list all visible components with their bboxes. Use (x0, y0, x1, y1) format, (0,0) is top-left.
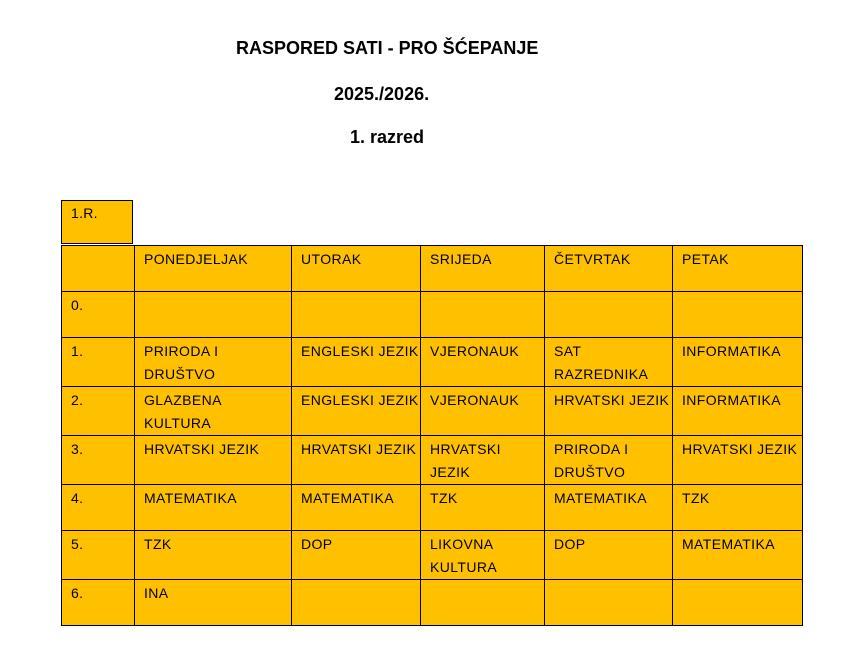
period-cell: 2. (62, 387, 135, 436)
period-cell: 3. (62, 436, 135, 485)
header-period-cell (62, 246, 135, 292)
lesson-cell: INA (135, 580, 292, 626)
lesson-cell: TZK (673, 485, 803, 531)
lesson-cell: HRVATSKI JEZIK (135, 436, 292, 485)
table-row (62, 580, 803, 626)
schedule-table (61, 245, 803, 626)
lesson-cell: VJERONAUK (421, 338, 545, 387)
day-header-monday: PONEDJELJAK (135, 246, 292, 292)
lesson-cell: ENGLESKI JEZIK (292, 387, 421, 436)
lesson-cell (292, 292, 421, 338)
lesson-cell: DOP (545, 531, 673, 580)
class-heading: 1. razred (350, 127, 425, 147)
lesson-cell: VJERONAUK (421, 387, 545, 436)
lesson-cell: HRVATSKI JEZIK (673, 436, 803, 485)
period-cell: 4. (62, 485, 135, 531)
lesson-cell: PRIRODA I DRUŠTVO (135, 338, 292, 387)
lesson-cell: HRVATSKI JEZIK (421, 436, 545, 485)
day-header-friday: PETAK (673, 246, 803, 292)
lesson-cell (673, 580, 803, 626)
period-cell: 6. (62, 580, 135, 626)
lesson-cell (421, 292, 545, 338)
lesson-cell (545, 292, 673, 338)
lesson-cell: SAT RAZREDNIKA (545, 338, 673, 387)
table-row (62, 387, 803, 436)
lesson-cell: MATEMATIKA (673, 531, 803, 580)
lesson-cell (545, 580, 673, 626)
lesson-cell (673, 292, 803, 338)
lesson-cell: MATEMATIKA (292, 485, 421, 531)
table-row (62, 292, 803, 338)
table-row (62, 485, 803, 531)
lesson-cell: DOP (292, 531, 421, 580)
school-year: 2025./2026. (334, 84, 430, 104)
lesson-cell: ENGLESKI JEZIK (292, 338, 421, 387)
document-title: RASPORED SATI - PRO ŠĆEPANJE (236, 38, 539, 58)
lesson-cell: HRVATSKI JEZIK (292, 436, 421, 485)
period-cell: 5. (62, 531, 135, 580)
lesson-cell (135, 292, 292, 338)
table-row (62, 531, 803, 580)
period-cell: 1. (62, 338, 135, 387)
lesson-cell: TZK (421, 485, 545, 531)
lesson-cell: LIKOVNA KULTURA (421, 531, 545, 580)
lesson-cell: MATEMATIKA (545, 485, 673, 531)
header-row (62, 246, 803, 292)
table-row (62, 436, 803, 485)
lesson-cell (421, 580, 545, 626)
lesson-cell: GLAZBENA KULTURA (135, 387, 292, 436)
period-cell: 0. (62, 292, 135, 338)
class-label-cell: 1.R. (61, 200, 133, 244)
lesson-cell (292, 580, 421, 626)
lesson-cell: INFORMATIKA (673, 387, 803, 436)
day-header-wednesday: SRIJEDA (421, 246, 545, 292)
lesson-cell: HRVATSKI JEZIK (545, 387, 673, 436)
lesson-cell: MATEMATIKA (135, 485, 292, 531)
lesson-cell: INFORMATIKA (673, 338, 803, 387)
table-row (62, 338, 803, 387)
lesson-cell: PRIRODA I DRUŠTVO (545, 436, 673, 485)
day-header-thursday: ČETVRTAK (545, 246, 673, 292)
lesson-cell: TZK (135, 531, 292, 580)
day-header-tuesday: UTORAK (292, 246, 421, 292)
